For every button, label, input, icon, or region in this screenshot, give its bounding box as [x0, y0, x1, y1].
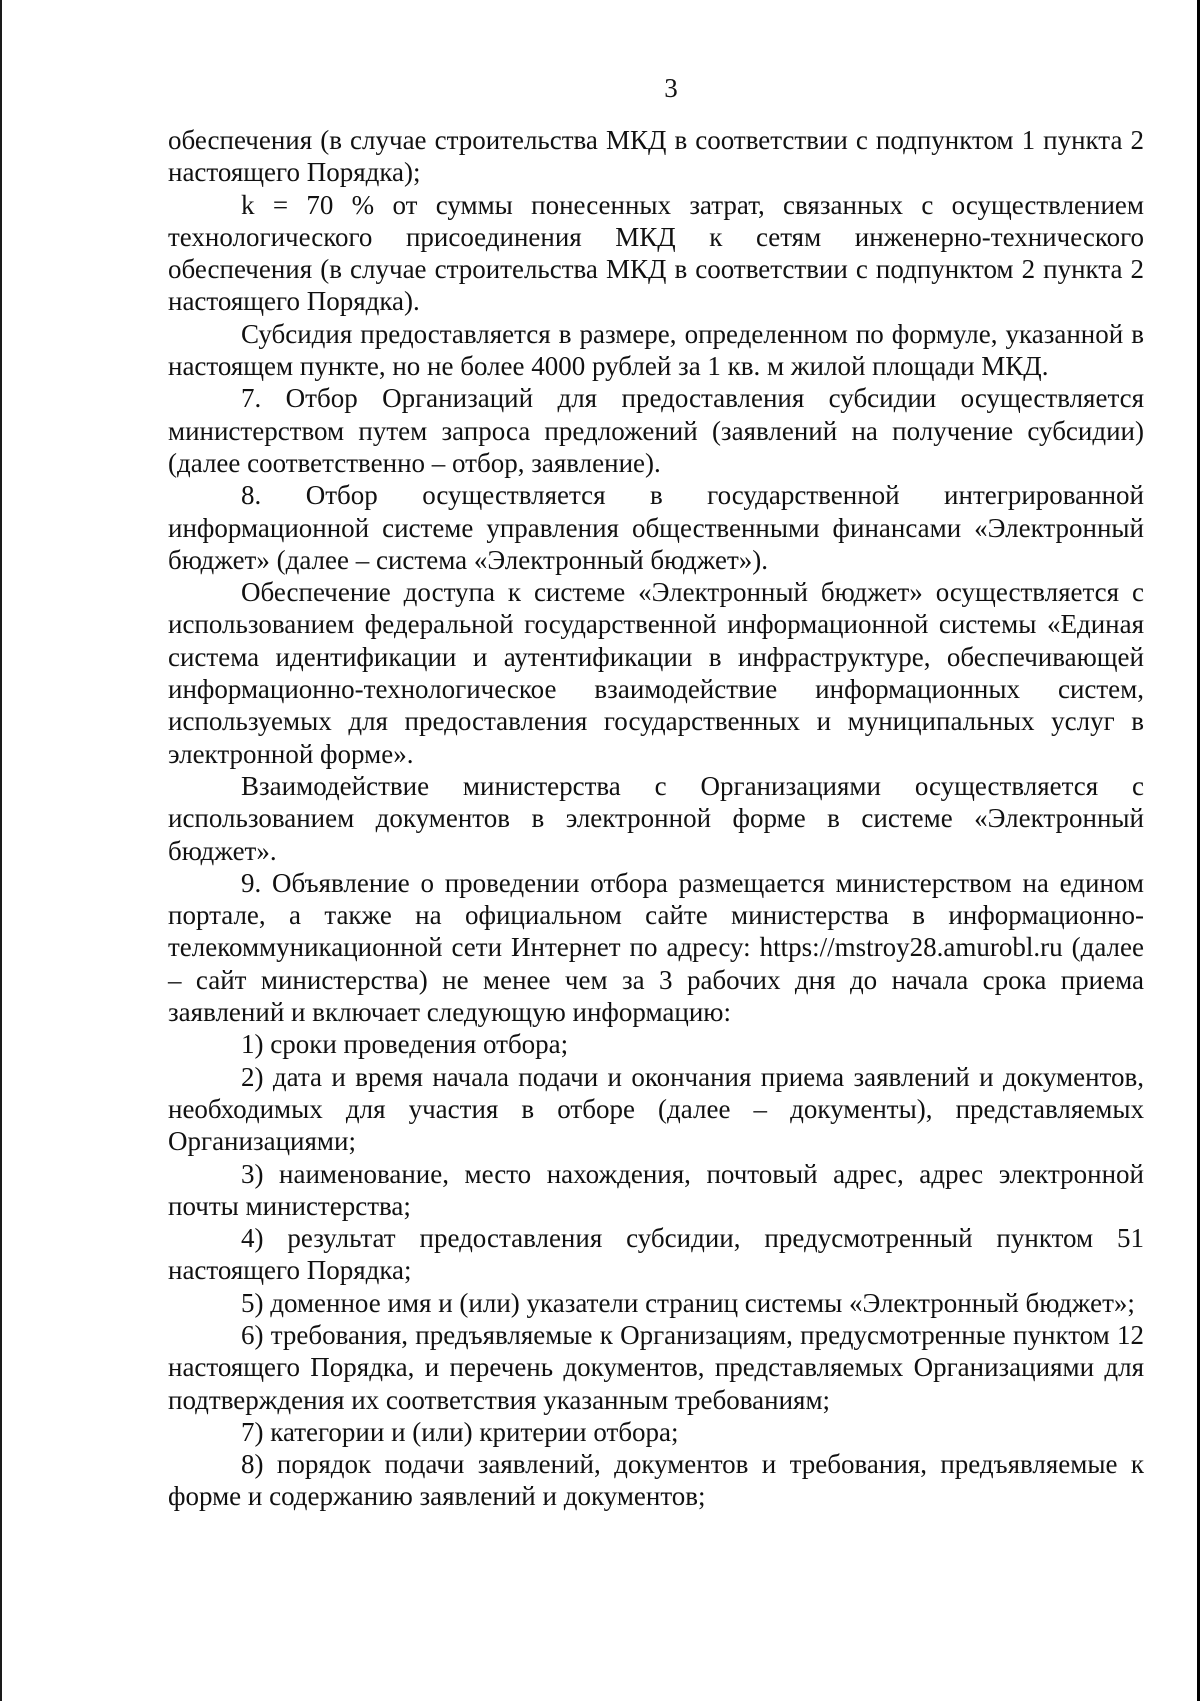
list-item-8: 8) порядок подачи заявлений, документов и требования, предъявляемые к форме и содержанию заявлений и документов;: [168, 1449, 1144, 1512]
list-item-7: 7) категории и (или) критерии отбора;: [241, 1416, 679, 1447]
paragraph-item-8: 8. Отбор осуществляется в государственной интегрированной информационной системе управления общественными финансами «Электронный бюджет» (далее – система «Электронный бюджет»).: [168, 480, 1144, 575]
list-item-4: 4) результат предоставления субсидии, предусмотренный пунктом 51 настоящего Порядка;: [168, 1223, 1144, 1286]
paragraph-access: Обеспечение доступа к системе «Электронный бюджет» осуществляется с использованием федеральной государственной информационной системы «Единая система идентификации и аутентификации в инфраструктуре, обеспечивающей информационно-технологическое взаимодействие информационных систем, используемых для предоставления государственных и муниципальных услуг в электронной форме».: [168, 577, 1144, 769]
paragraph-item-9: 9. Объявление о проведении отбора размещается министерством на едином портале, а также на официальном сайте министерства в информационно-телекоммуникационной сети Интернет по адресу: https://mstroy28.amurobl.ru (далее – сайт министерства) не менее чем за 3 рабочих дня до начала срока приема заявлений и включает следующую информацию:: [168, 867, 1144, 1028]
paragraph-coefficient-k: k = 70 % от суммы понесенных затрат, связанных с осуществлением технологического присоединения МКД к сетям инженерно-технического обеспечения (в случае строительства МКД в соответствии с подпунктом 2 пункта 2 настоящего Порядка).: [168, 189, 1144, 317]
document-page: [168, 68, 1144, 1513]
list-item-6: 6) требования, предъявляемые к Организациям, предусмотренные пунктом 12 настоящего Порядка, и перечень документов, представляемых Организациями для подтверждения их соответствия указанным требованиям;: [168, 1319, 1144, 1415]
list-item-2: 2) дата и время начала подачи и окончания приема заявлений и документов, необходимых для участия в отборе (далее – документы), представляемых Организациями;: [168, 1061, 1144, 1157]
page-number: 3: [664, 73, 678, 103]
paragraph-continuation: обеспечения (в случае строительства МКД в соответствии с подпунктом 1 пункта 2 настоящего Порядка);: [168, 125, 1144, 188]
scan-edge-left: [0, 0, 2, 1701]
paragraph-item-7: 7. Отбор Организаций для предоставления субсидии осуществляется министерством путем запроса предложений (заявлений на получение субсидии) (далее соответственно – отбор, заявление).: [168, 383, 1144, 478]
list-item-1: 1) сроки проведения отбора;: [241, 1029, 569, 1060]
list-item-5: 5) доменное имя и (или) указатели страниц системы «Электронный бюджет»;: [241, 1287, 1135, 1318]
list-item-3: 3) наименование, место нахождения, почтовый адрес, адрес электронной почты министерства;: [168, 1158, 1144, 1221]
paragraph-interaction: Взаимодействие министерства с Организациями осуществляется с использованием документов в электронной форме в системе «Электронный бюджет».: [168, 770, 1144, 866]
paragraph-subsidy-limit: Субсидия предоставляется в размере, определенном по формуле, указанной в настоящем пункте, но не более 4000 рублей за 1 кв. м жилой площади МКД.: [168, 318, 1144, 382]
